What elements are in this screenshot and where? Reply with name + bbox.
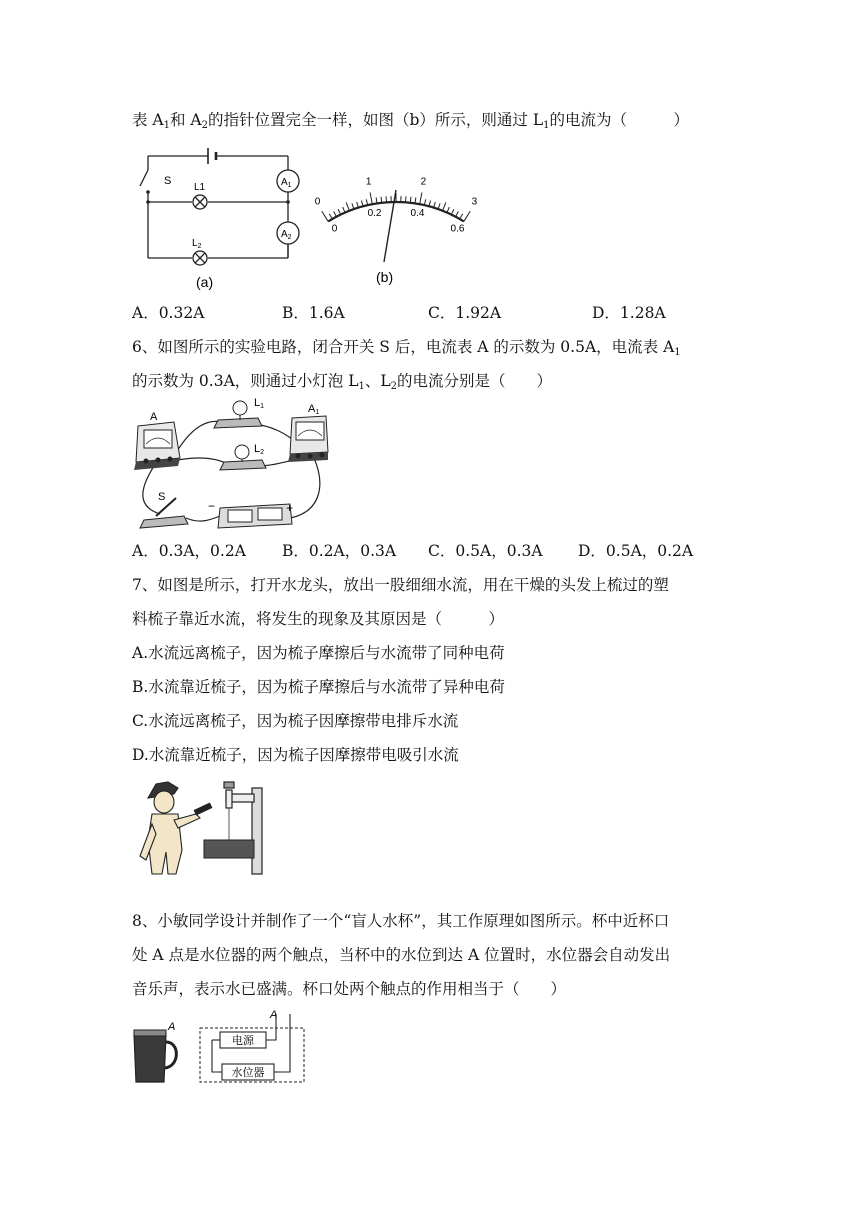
ammeter-a1 (288, 416, 328, 462)
q6-option-d[interactable]: D．0.5A，0.2A (578, 542, 694, 560)
dial-tick (420, 192, 422, 204)
dial-tick (443, 202, 446, 210)
dial-inner-tick-label: 0 (331, 223, 338, 235)
cup-point-a-label: A (168, 1021, 176, 1033)
power-box-label: 电源 (232, 1035, 254, 1047)
lamp-l1-label: L1 (254, 397, 265, 410)
dial-outer-tick-label: 0 (314, 196, 321, 208)
battery-plus-label: + (286, 501, 294, 515)
q8-stem-line3: 音乐声，表示水已盛满。杯口处两个触点的作用相当于（ ） (132, 980, 567, 998)
q6-option-b[interactable]: B．0.2A，0.3A (282, 542, 397, 560)
q5-option-a[interactable]: A．0.32A (132, 304, 205, 322)
q5-stem-tail: 表 $A_1$和 $A_2$的指针位置完全一样，如图（b）所示，则通过 $L_1$的电流为（ ） (132, 111, 690, 131)
dial-tick (346, 202, 349, 210)
dial-tick (370, 192, 372, 204)
q8-blind-cup-figure (130, 1008, 310, 1088)
q7-comb-water-figure (134, 780, 264, 876)
battery-minus-label: − (208, 499, 216, 513)
q8-stem-line2: 处 A 点是水位器的两个触点，当杯中的水位到达 A 位置时，水位器会自动发出 (132, 946, 671, 964)
q5-option-d[interactable]: D．1.28A (592, 304, 666, 322)
water-level-box-label: 水位器 (231, 1067, 265, 1079)
q5-option-c[interactable]: C．1.92A (428, 304, 502, 322)
dial-tick (322, 211, 328, 221)
lamp-l2-label: L2 (254, 443, 265, 456)
q6-stem-line2: 的示数为 0.3A，则通过小灯泡 $L_1$、$L_2$的电流分别是（ ） (132, 372, 553, 392)
dial-inner-tick-label: 0.2 (367, 208, 382, 220)
switch-label: S (164, 175, 172, 187)
q7-option-a[interactable]: A.水流远离梳子，因为梳子摩擦后与水流带了同种电荷 (132, 644, 505, 662)
dial-inner-tick-label: 0.4 (410, 208, 425, 220)
q5-circuit-figure-a (128, 142, 308, 292)
ammeter-a (134, 422, 180, 470)
battery-holder (218, 504, 292, 528)
q6-option-a[interactable]: A．0.3A，0.2A (132, 542, 246, 560)
dial-outer-tick-label: 2 (420, 176, 427, 188)
lamp-l1-label: L1 (194, 182, 206, 193)
dial-needle (384, 190, 396, 262)
q7-stem-line1: 7、如图是所示，打开水龙头，放出一股细细水流，用在干燥的头发上梳过的塑 (132, 576, 669, 594)
q7-option-d[interactable]: D.水流靠近梳子，因为梳子因摩擦带电吸引水流 (132, 746, 459, 764)
figure-a-caption: (a) (196, 274, 214, 290)
q7-option-b[interactable]: B.水流靠近梳子，因为梳子摩擦后与水流带了异种电荷 (132, 678, 505, 696)
q6-stem-line1: 6、如图所示的实验电路，闭合开关 S 后，电流表 A 的示数为 0.5A，电流表 $A_1$ (132, 338, 681, 358)
q7-option-c[interactable]: C.水流远离梳子，因为梳子因摩擦带电排斥水流 (132, 712, 459, 730)
meter-a-label: A (150, 411, 158, 423)
dial-tick (464, 211, 470, 221)
q5-ammeter-dial-figure-b (296, 160, 486, 290)
figure-b-caption: (b) (376, 269, 394, 285)
ammeter-a1-label: $A_1$ (281, 177, 292, 189)
ammeter-a2-label: $A_2$ (281, 229, 292, 241)
lamp-l2-label: $L_2$ (192, 238, 202, 250)
q7-stem-line2: 料梳子靠近水流，将发生的现象及其原因是（ ） (132, 610, 505, 628)
wire-point-a-label: A (270, 1009, 278, 1021)
q6-experiment-figure (130, 396, 330, 532)
dial-outer-tick-label: 3 (471, 196, 478, 208)
dial-outer-tick-label: 1 (365, 176, 372, 188)
switch-label: S (158, 491, 166, 503)
q5-option-b[interactable]: B．1.6A (282, 304, 345, 322)
q8-stem-line1: 8、小敏同学设计并制作了一个“盲人水杯”，其工作原理如图所示。杯中近杯口 (132, 912, 670, 930)
dial-inner-tick-label: 0.6 (450, 223, 465, 235)
q6-option-c[interactable]: C．0.5A，0.3A (428, 542, 543, 560)
meter-a1-label: A1 (308, 403, 320, 416)
